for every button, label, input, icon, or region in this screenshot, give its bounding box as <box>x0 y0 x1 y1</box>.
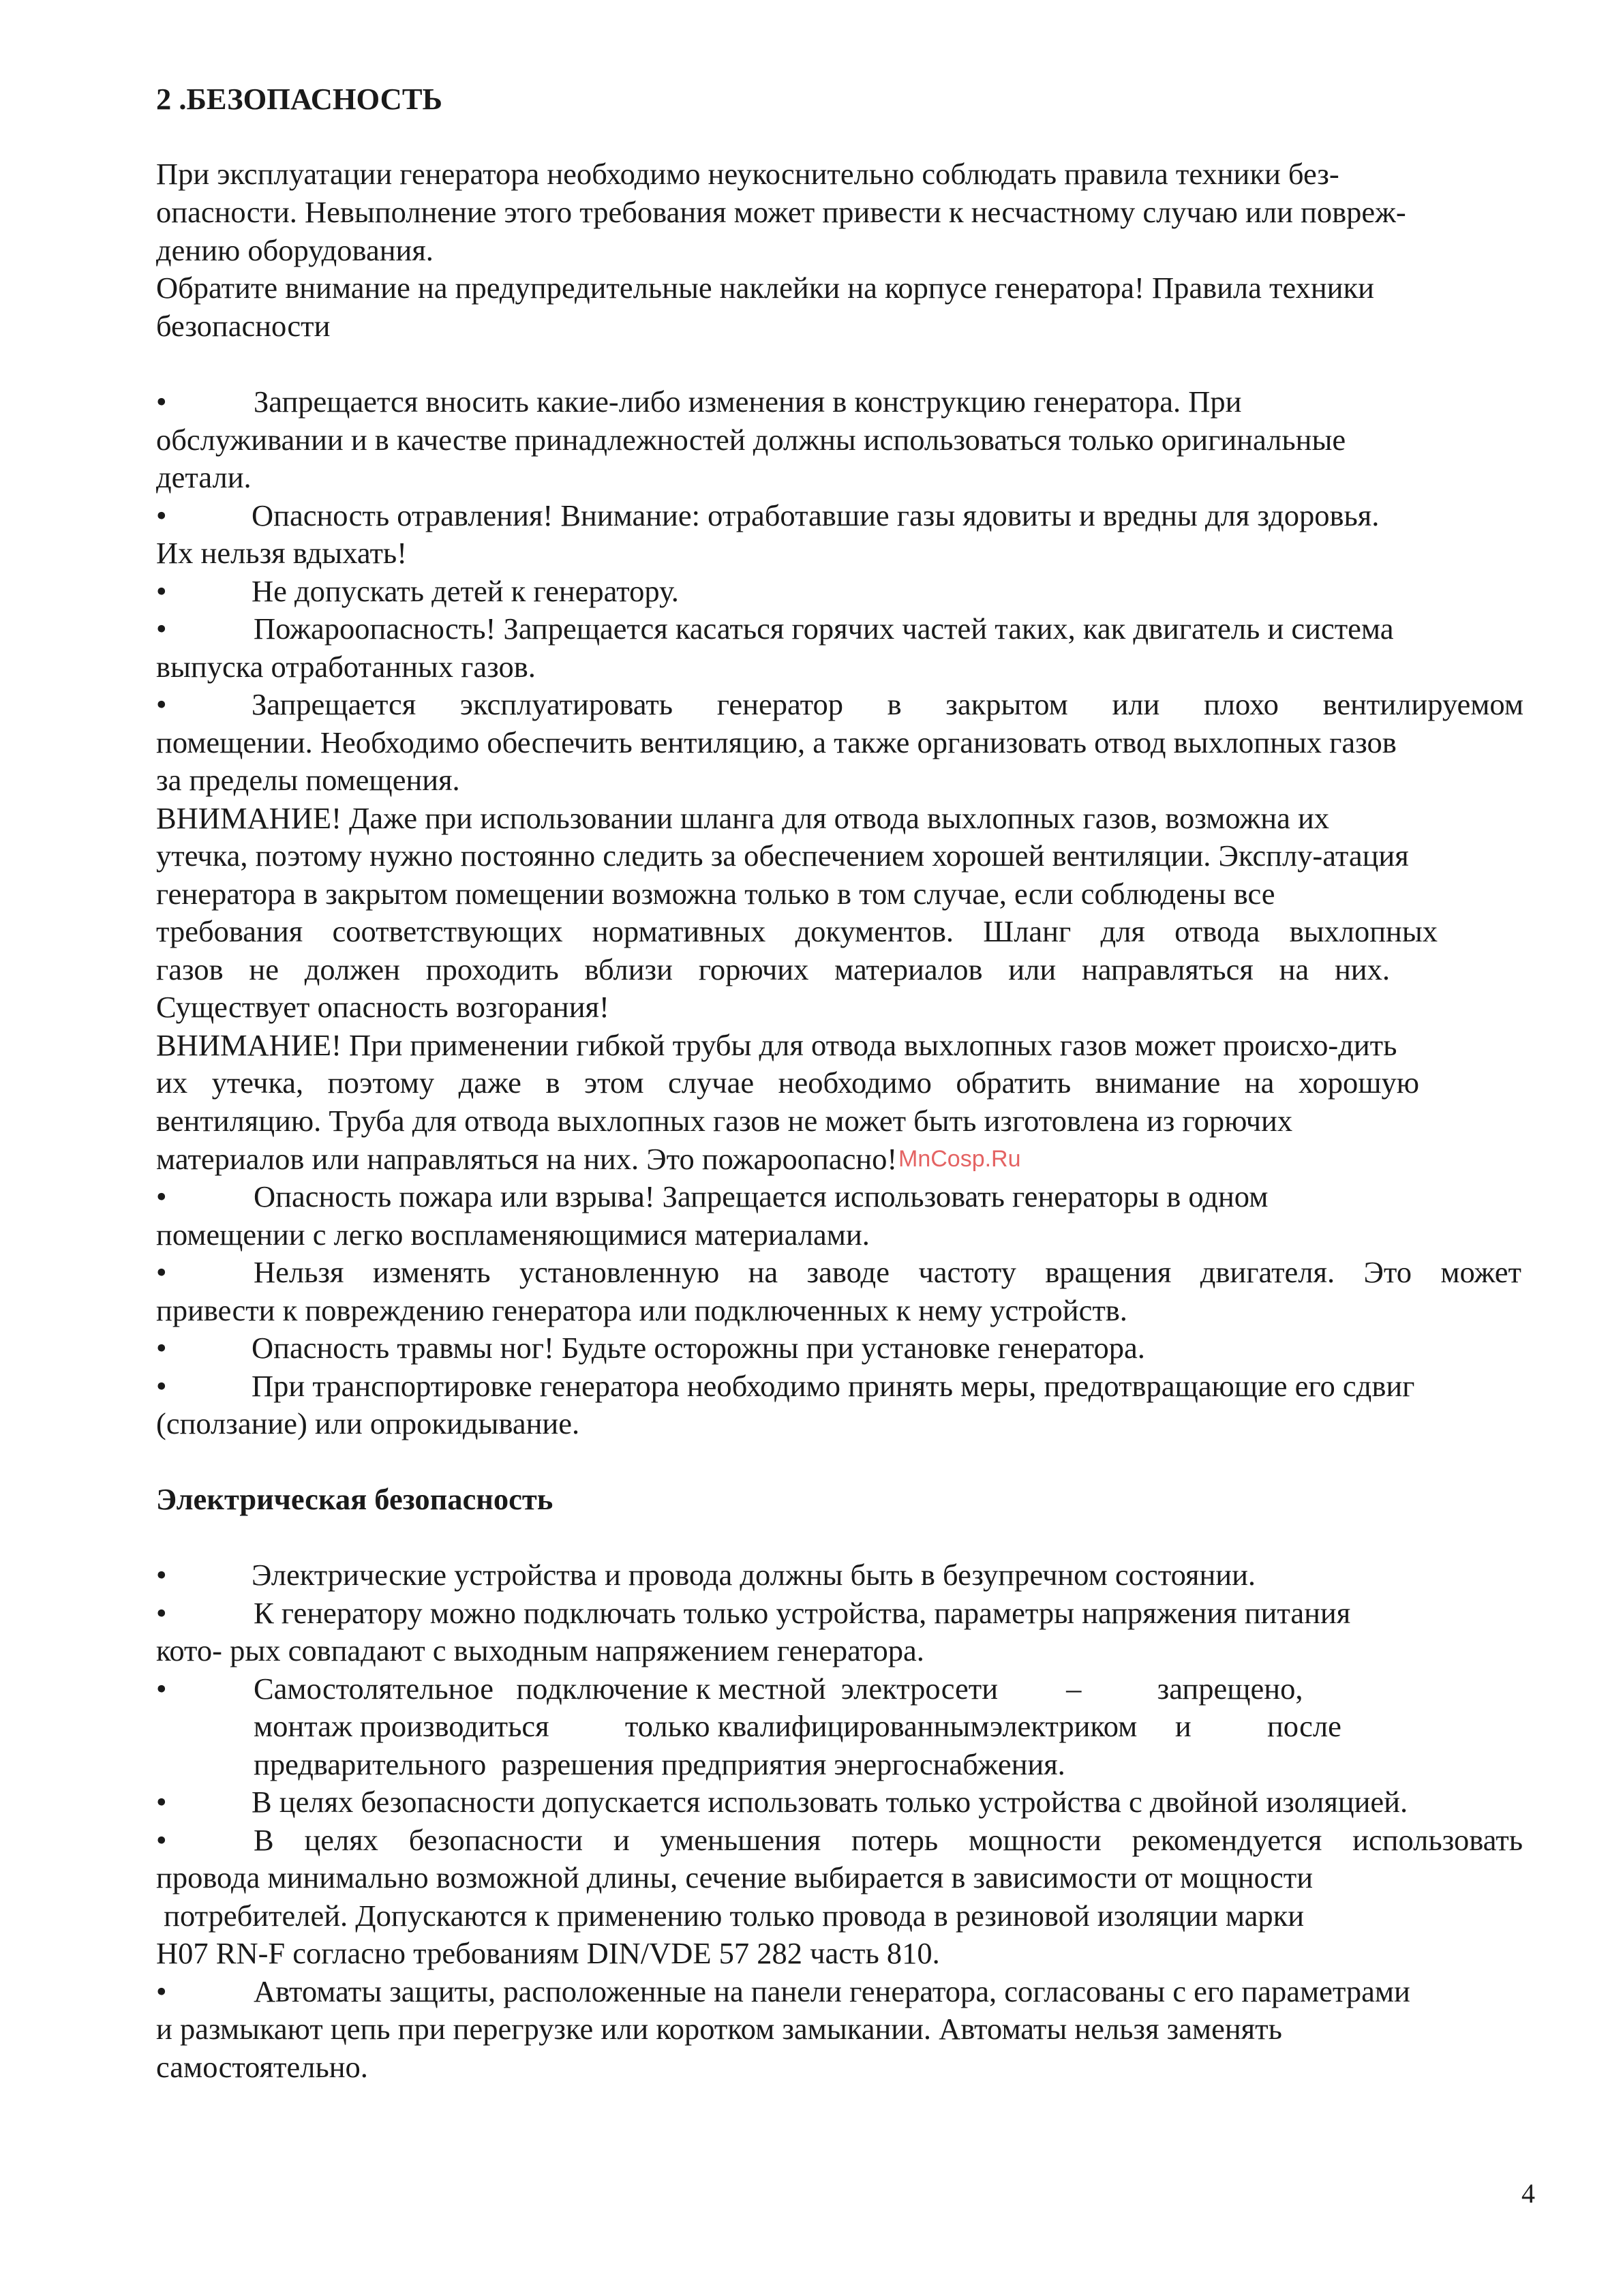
bullet: • <box>156 1369 167 1403</box>
bullet: • <box>156 1974 167 2008</box>
intro-line: Обратите внимание на предупредительные наклейки на корпусе генератора! Правила техники <box>156 271 1374 305</box>
section-title: 2 .БЕЗОПАСНОСТЬ <box>156 82 442 116</box>
bullet: • <box>156 1672 167 1706</box>
rule-line: самостоятельно. <box>156 2050 368 2084</box>
rule-line: потребителей. Допускаются к применению только провода в резиновой изоляции марки <box>156 1899 1305 1933</box>
rule-line: К генератору можно подключать только устройства, параметры напряжения питания <box>254 1596 1351 1630</box>
rule-line: Нельзя изменять установленную на заводе частоту вращения двигателя. Это может <box>254 1255 1521 1289</box>
intro-line: опасности. Невыполнение этого требования может привести к несчастному случаю или повреж- <box>156 195 1406 229</box>
rule-line: Автоматы защиты, расположенные на панели генератора, согласованы с его параметрами <box>254 1974 1410 2008</box>
rule-line: провода минимально возможной длины, сечение выбирается в зависимости от мощности <box>156 1860 1314 1894</box>
warning-line: генератора в закрытом помещении возможна только в том случае, если соблюдены все <box>156 877 1275 911</box>
warning-line: ВНИМАНИЕ! Даже при использовании шланга для отвода выхлопных газов, возможна их <box>156 801 1330 835</box>
rule-line: В целях безопасности допускается использовать только устройства с двойной изоляцией. <box>252 1785 1408 1819</box>
bullet: • <box>156 611 167 646</box>
subsection-title: Электрическая безопасность <box>156 1482 553 1516</box>
bullet: • <box>156 1785 167 1819</box>
warning-line: материалов или направляться на них. Это пожароопасно! <box>156 1142 898 1176</box>
bullet: • <box>156 1331 167 1365</box>
rule-line: помещении. Необходимо обеспечить вентиляцию, а также организовать отвод выхлопных газов <box>156 725 1397 759</box>
rule-line: Не допускать детей к генератору. <box>252 574 679 608</box>
intro-line: дению оборудования. <box>156 233 434 267</box>
rule-line: Их нельзя вдыхать! <box>156 536 408 570</box>
rule-line: Опасность пожара или взрыва! Запрещается использовать генераторы в одном <box>254 1179 1269 1213</box>
rule-line: Пожароопасность! Запрещается касаться горячих частей таких, как двигатель и система <box>254 611 1394 646</box>
warning-line: ВНИМАНИЕ! При применении гибкой трубы для отвода выхлопных газов может происхо-дить <box>156 1028 1397 1062</box>
rule-line: H07 RN-F согласно требованиям DIN/VDE 57 282 часть 810. <box>156 1936 940 1970</box>
rule-line: выпуска отработанных газов. <box>156 650 536 684</box>
bullet: • <box>156 687 167 721</box>
rule-line: Электрические устройства и провода должны быть в безупречном состоянии. <box>252 1558 1256 1592</box>
rule-line: за пределы помещения. <box>156 763 460 797</box>
bullet: • <box>156 1596 167 1630</box>
page-number: 4 <box>1521 2178 1535 2209</box>
bullet: • <box>156 498 167 532</box>
rule-line: привести к повреждению генератора или подключенных к нему устройств. <box>156 1293 1127 1327</box>
intro-line: безопасности <box>156 309 331 343</box>
bullet: • <box>156 1823 167 1857</box>
bullet: • <box>156 384 167 419</box>
rule-line: В целях безопасности и уменьшения потерь мощности рекомендуется использовать <box>254 1823 1523 1857</box>
rule-line: (сползание) или опрокидывание. <box>156 1406 580 1440</box>
warning-line: требования соответствующих нормативных документов. Шланг для отвода выхлопных <box>156 914 1438 948</box>
bullet: • <box>156 1179 167 1213</box>
rule-line: Запрещается эксплуатировать генератор в закрытом или плохо вентилируемом <box>252 687 1523 721</box>
rule-line: помещении с легко воспламеняющимися материалами. <box>156 1218 870 1252</box>
intro-line: При эксплуатации генератора необходимо неукоснительно соблюдать правила техники без- <box>156 157 1339 191</box>
warning-line: газов не должен проходить вблизи горючих материалов или направляться на них. <box>156 952 1390 986</box>
rule-line: обслуживании и в качестве принадлежностей должны использоваться только оригинальные <box>156 423 1346 457</box>
warning-line: вентиляцию. Труба для отвода выхлопных газов не может быть изготовлена из горючих <box>156 1104 1293 1138</box>
warning-line: их утечка, поэтому даже в этом случае необходимо обратить внимание на хорошую <box>156 1066 1419 1100</box>
rule-line: Самостолятельное подключение к местной электросети – запрещено, <box>254 1672 1303 1706</box>
rule-line: кото- рых совпадают с выходным напряжением генератора. <box>156 1633 924 1667</box>
rule-line: Запрещается вносить какие-либо изменения в конструкцию генератора. При <box>254 384 1242 419</box>
warning-line: Существует опасность возгорания! <box>156 990 609 1024</box>
bullet: • <box>156 1255 167 1289</box>
rule-line: Опасность травмы ног! Будьте осторожны при установке генератора. <box>252 1331 1145 1365</box>
document-page <box>156 0 1526 2296</box>
bullet: • <box>156 574 167 608</box>
warning-line: утечка, поэтому нужно постоянно следить за обеспечением хорошей вентиляции. Эксплу-атация <box>156 839 1409 873</box>
rule-line: и размыкают цепь при перегрузке или коротком замыкании. Автоматы нельзя заменять <box>156 2012 1282 2046</box>
rule-line: детали. <box>156 460 252 494</box>
rule-line: Опасность отравления! Внимание: отработавшие газы ядовиты и вредны для здоровья. <box>252 498 1380 532</box>
rule-line: монтаж производиться только квалифицированнымэлектриком и после <box>254 1709 1341 1743</box>
watermark: MnCosp.Ru <box>898 1146 1021 1172</box>
bullet: • <box>156 1558 167 1592</box>
rule-line: предварительного разрешения предприятия энергоснабжения. <box>254 1747 1065 1781</box>
rule-line: При транспортировке генератора необходимо принять меры, предотвращающие его сдвиг <box>252 1369 1415 1403</box>
